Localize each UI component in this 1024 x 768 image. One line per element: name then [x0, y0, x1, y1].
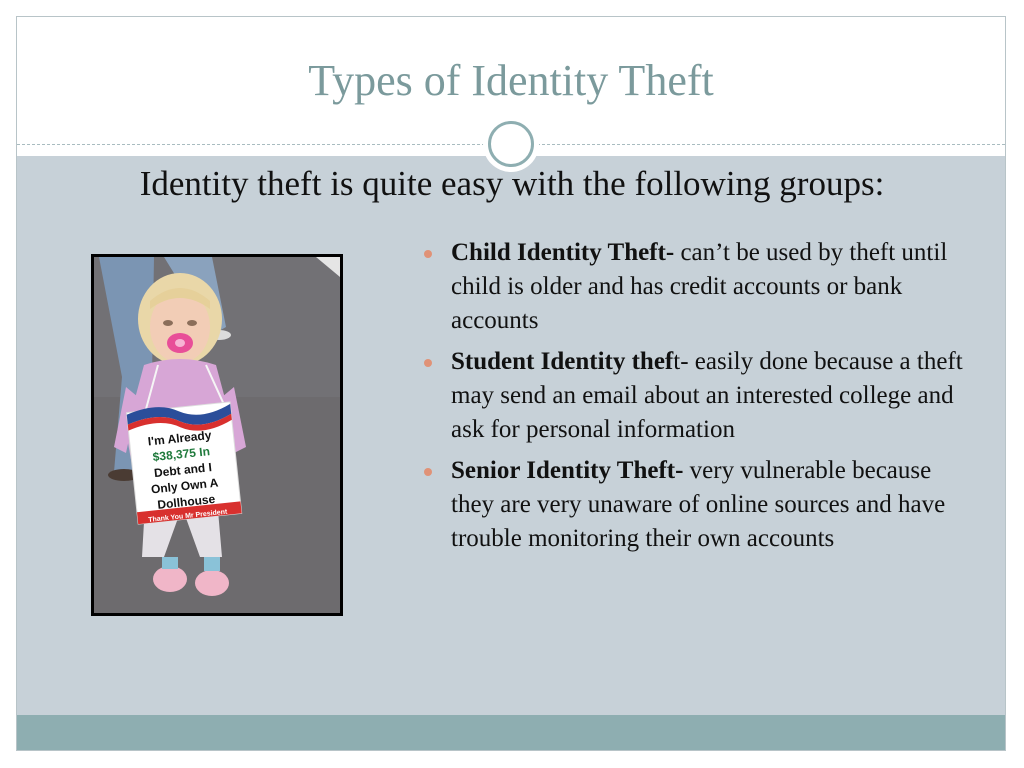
bullet-item [422, 345, 967, 447]
child-photo [91, 254, 343, 616]
bullet-list [422, 236, 967, 563]
slide-title: Types of Identity Theft [308, 56, 714, 105]
bottom-accent-bar [17, 715, 1005, 750]
sign-footer: Thank You Mr President [147, 508, 228, 524]
sign-line: $38,375 In [152, 444, 211, 465]
bullet-item [422, 236, 967, 338]
bullet-heading: Student Identity thef [451, 348, 674, 375]
sign-line: Debt and I [153, 460, 213, 481]
bullet-dot-icon [424, 359, 432, 367]
sign-line: Dollhouse [156, 491, 216, 512]
bullet-text: t- easily done because a theft may send an email about an interested college and ask for personal information [451, 348, 963, 443]
bullet-text: very vulnerable because they are very unaware of online sources and have trouble monitoring their own accounts [451, 457, 946, 552]
bullet-heading: Senior Identity Theft- [451, 457, 684, 484]
bullet-text: can’t be used by theft until child is older and has credit accounts or bank accounts [451, 239, 948, 334]
bullet-dot-icon [424, 468, 432, 476]
slide-subtitle: Identity theft is quite easy with the following groups: [139, 164, 885, 203]
sign-line: I'm Already [147, 427, 213, 449]
bullet-dot-icon [424, 250, 432, 258]
bullet-heading: Child Identity Theft- [451, 239, 675, 266]
sign-line: Only Own A [150, 475, 219, 497]
circle-ring [488, 121, 534, 167]
sign-text [127, 425, 240, 527]
bullet-item [422, 454, 967, 556]
